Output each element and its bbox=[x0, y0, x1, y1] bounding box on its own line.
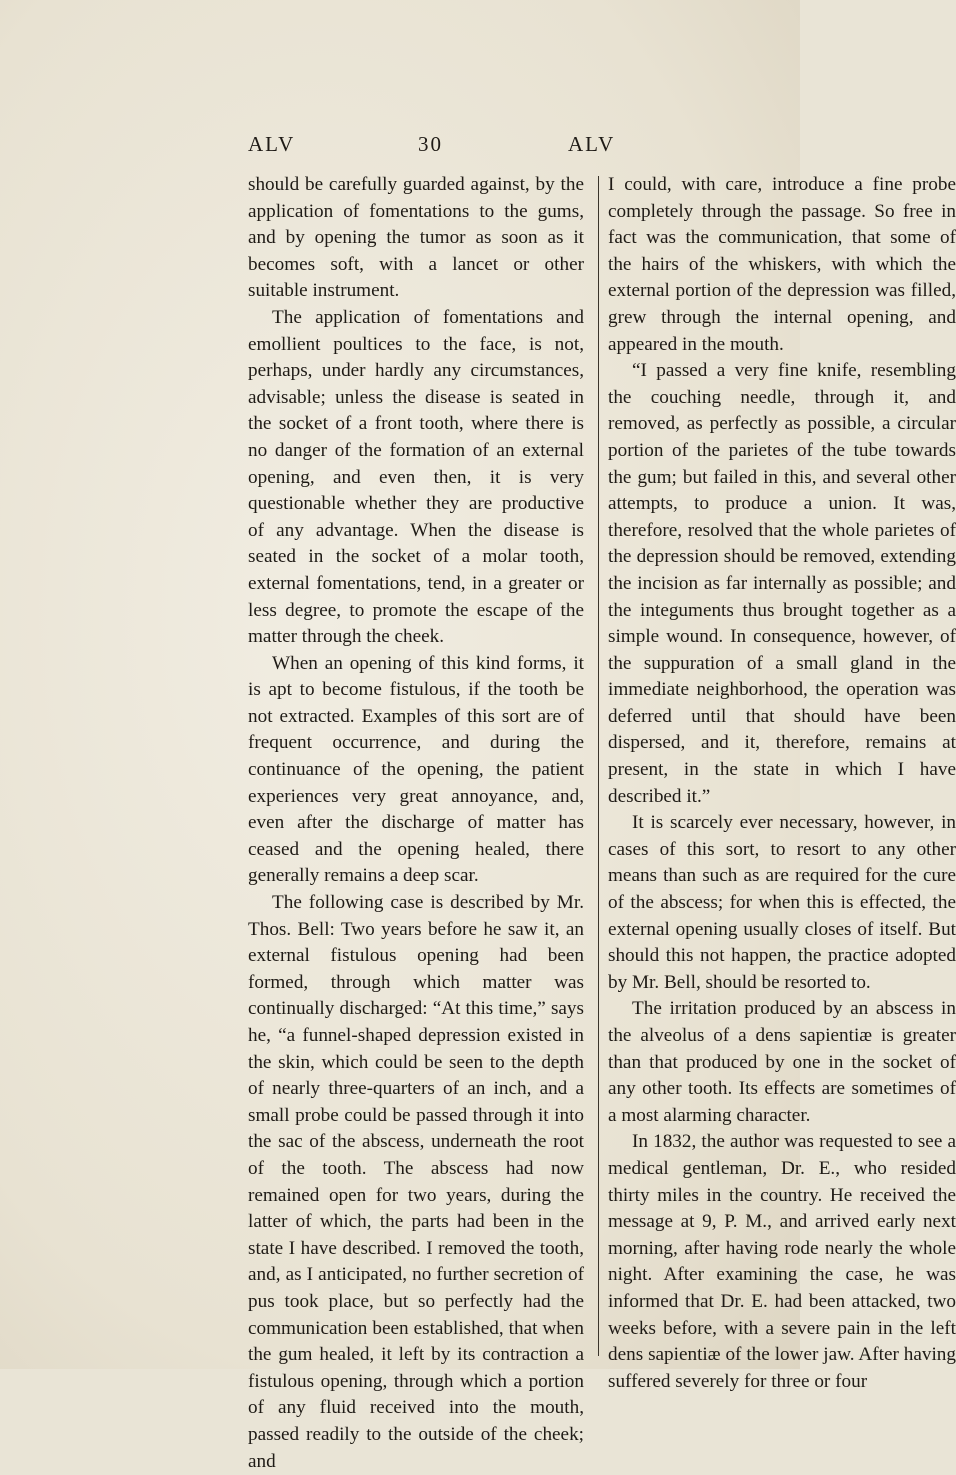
right-column bbox=[608, 172, 956, 1395]
left-paragraph: When an opening of this kind forms, it is apt to become fistulous, if the tooth be not extracted. Examples of this sort are of frequent occurrence, and during the continuance of the opening, the patient experiences very great annoyance, and, even after the discharge of matter has ceased and the opening healed, there generally remains a deep scar. bbox=[248, 652, 584, 887]
running-header bbox=[222, 132, 616, 162]
left-paragraph: The following case is described by Mr. Thos. Bell: Two years before he saw it, an external fistulous opening had been formed, through which matter was continually discharged: “At this time,” says he, “a funnel-shaped depression existed in the skin, which could be seen to the depth of nearly three-quarters of an inch, and a small probe could be passed through it into the sac of the abscess, underneath the root of the tooth. The abscess had now remained open for two years, during the latter of which, the parts had been in the state I have described. I removed the tooth, and, as I anticipated, no further secretion of pus took place, but so perfectly had the communication been established, that when the gum healed, it left by its contraction a fistulous opening, through which a portion of any fluid received into the mouth, passed readily to the outside of the cheek; and bbox=[248, 892, 584, 1472]
page-number: 30 bbox=[418, 132, 443, 156]
left-paragraph: The application of fomentations and emollient poultices to the face, is not, perhaps, under hardly any circumstances, advisable; unless the disease is seated in the socket of a front tooth, where there is no danger of the formation of an external opening, and even then, it is very questionable whether they are productive of any advantage. When the disease is seated in the socket of a molar tooth, external fomentations, tend, in a greater or less degree, to promote the escape of the matter through the cheek. bbox=[248, 306, 584, 648]
right-paragraph: In 1832, the author was requested to see a medical gentleman, Dr. E., who resided thirty miles in the country. He received the message at 9, P. M., and arrived early next morning, after having rode nearly the whole night. After examining the case, he was informed that Dr. E. had been attacked, two weeks before, with a severe pain in the left dens sapientiæ of the lower jaw. After having suffered severely for three or four bbox=[608, 1131, 956, 1392]
header-right-word: ALV bbox=[568, 132, 616, 156]
right-paragraph: It is scarcely ever necessary, however, in cases of this sort, to resort to any other means than such as are required for the cure of the abscess; for when this is effected, the external opening usually closes of itself. But should this not happen, the practice adopted by Mr. Bell, should be resorted to. bbox=[608, 812, 956, 993]
right-paragraph: I could, with care, introduce a fine probe completely through the passage. So free in fact was the communication, that some of the hairs of the whiskers, with which the external portion of the depression was filled, grew through the internal opening, and appeared in the mouth. bbox=[608, 174, 956, 355]
left-paragraph: should be carefully guarded against, by the application of fomentations to the gums, and by opening the tumor as soon as it becomes soft, with a lancet or other suitable instrument. bbox=[248, 174, 584, 302]
left-column bbox=[248, 172, 584, 1475]
right-paragraph: The irritation produced by an abscess in the alveolus of a dens sapientiæ is greater than that produced by one in the socket of any other tooth. Its effects are sometimes of a most alarming character. bbox=[608, 998, 956, 1126]
right-paragraph: “I passed a very fine knife, resembling the couching needle, through it, and removed, as perfectly as possible, a circular portion of the parietes of the tube towards the gum; but failed in this, and several other attempts, to produce a union. It was, therefore, resolved that the whole parietes of the depression should be removed, extending the incision as far internally as possible; and the integuments thus brought together as a simple wound. In consequence, however, of the suppuration of a small gland in the immediate neighborhood, the operation was deferred until that should have been dispersed, and it, therefore, remains at present, in the state in which I have described it.” bbox=[608, 360, 956, 807]
header-left-word: ALV bbox=[248, 132, 296, 156]
column-divider bbox=[598, 176, 599, 1356]
